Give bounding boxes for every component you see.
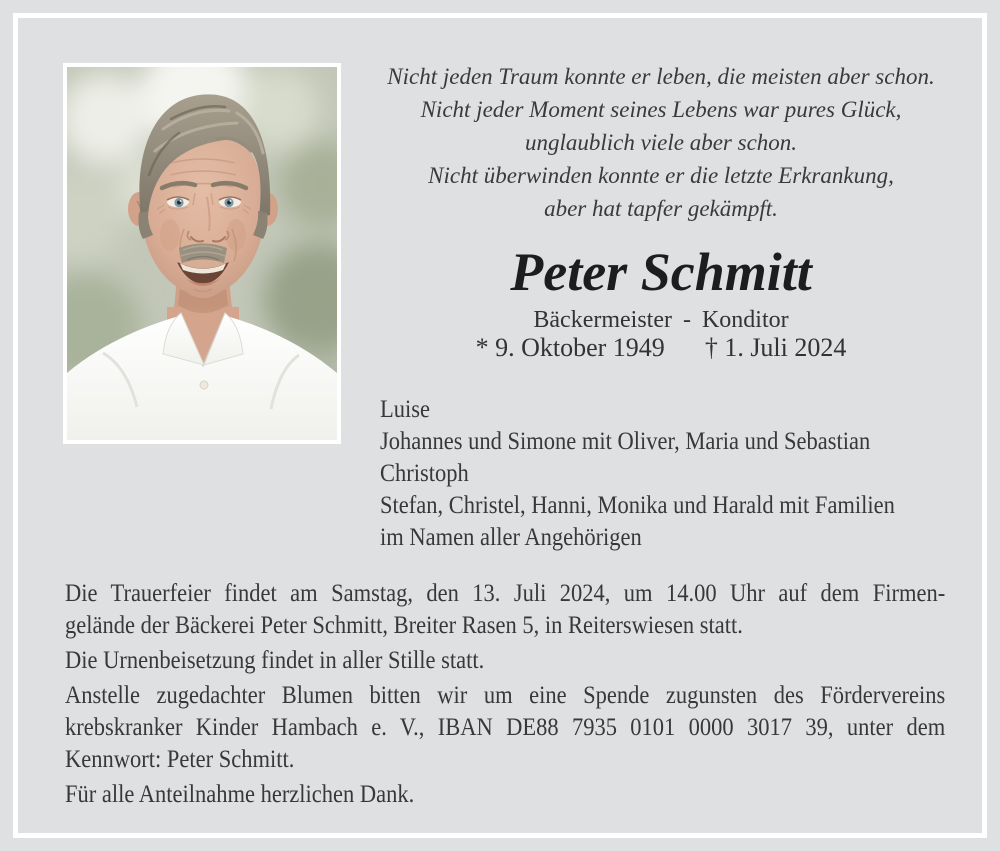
mourner-line: im Namen aller Angehörigen: [380, 524, 642, 551]
mourners-list: [380, 394, 895, 554]
epigraph-line: Nicht überwinden konnte er die letzte Erkrankung,: [428, 163, 894, 188]
mourner-line: Johannes und Simone mit Oliver, Maria und Sebastian: [380, 428, 871, 455]
portrait-photo: [67, 67, 337, 440]
header-block: [375, 60, 947, 364]
donation-paragraph: [65, 680, 945, 776]
announcement-block: [65, 578, 945, 814]
paragraph-line: Die Trauerfeier findet am Samstag, den 13. Juli 2024, um 14.00 Uhr auf dem Firmen-: [65, 580, 946, 607]
mourner-line: Stefan, Christel, Hanni, Monika und Harald mit Familien: [380, 492, 895, 519]
paragraph-line: Kennwort: Peter Schmitt.: [65, 746, 295, 773]
death-date: † 1. Juli 2024: [704, 333, 847, 362]
deceased-name: Peter Schmitt: [510, 242, 812, 302]
paragraph-line: Für alle Anteilnahme herzlichen Dank.: [65, 781, 415, 808]
paragraph-line: Anstelle zugedachter Blumen bitten wir um eine Spende zugunsten des Fördervereins: [65, 682, 946, 709]
paragraph-line: Die Urnenbeisetzung findet in aller Stille statt.: [65, 647, 485, 674]
mourner-line: Christoph: [380, 460, 469, 487]
portrait-photo-frame: [63, 63, 341, 444]
thanks-paragraph: [65, 779, 945, 811]
epigraph-line: Nicht jeden Traum konnte er leben, die meisten aber schon.: [387, 64, 935, 89]
epigraph: [375, 60, 947, 225]
paragraph-line: krebskranker Kinder Hambach e. V., IBAN DE88 7935 0101 0000 3017 39, unter dem: [65, 714, 946, 741]
mourner-line: Luise: [380, 396, 430, 423]
life-dates: [375, 332, 947, 364]
birth-date: * 9. Oktober 1949: [475, 333, 665, 362]
paragraph-line: gelände der Bäckerei Peter Schmitt, Breiter Rasen 5, in Reiterswiesen statt.: [65, 612, 743, 639]
epigraph-line: Nicht jeder Moment seines Lebens war pures Glück,: [420, 97, 902, 122]
funeral-paragraph: [65, 578, 945, 642]
profession-line: Bäckermeister - Konditor: [533, 307, 789, 333]
epigraph-line: aber hat tapfer gekämpft.: [544, 196, 778, 221]
urn-burial-paragraph: [65, 645, 945, 677]
epigraph-line: unglaublich viele aber schon.: [524, 130, 798, 155]
